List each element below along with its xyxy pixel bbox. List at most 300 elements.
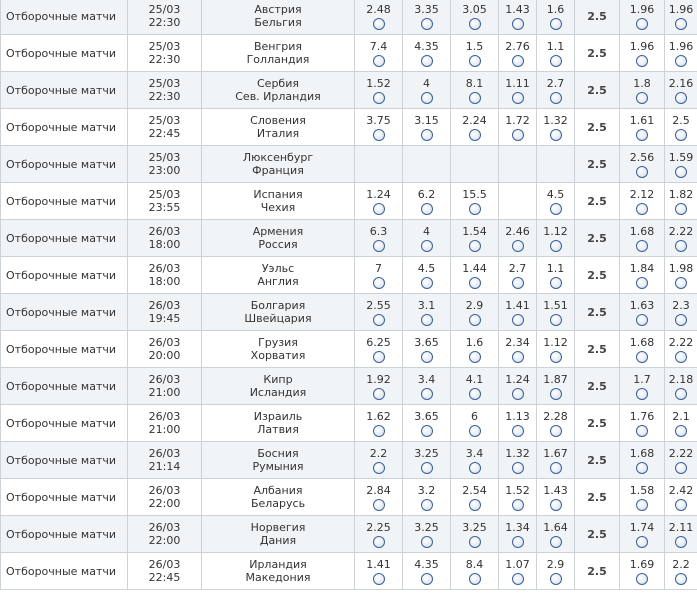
teams-cell xyxy=(202,479,355,516)
teams-cell xyxy=(202,0,355,35)
odd-1x-value: 1.43 xyxy=(505,2,530,16)
home-team: Армения xyxy=(252,225,304,238)
total-under-value: 2.22 xyxy=(668,224,694,238)
bet-radio-icon[interactable] xyxy=(675,499,687,511)
bet-radio-icon[interactable] xyxy=(373,55,385,67)
bet-radio-icon[interactable] xyxy=(636,240,648,252)
bet-radio-icon[interactable] xyxy=(636,351,648,363)
odd-home-value: 1.41 xyxy=(366,557,391,571)
total-over-value: 1.63 xyxy=(629,298,655,312)
odd-draw-value: 3.15 xyxy=(414,113,439,127)
odd-home-cell xyxy=(355,442,403,479)
bet-radio-icon[interactable] xyxy=(550,129,562,141)
home-team: Албания xyxy=(253,484,303,497)
match-time: 22:30 xyxy=(148,16,181,29)
bet-radio-icon[interactable] xyxy=(421,499,433,511)
total-over-value: 1.76 xyxy=(629,409,655,423)
odd-x2-cell xyxy=(537,220,575,257)
odd-draw-cell xyxy=(403,72,451,109)
total-under-cell xyxy=(665,109,697,146)
match-row xyxy=(1,257,697,294)
bet-radio-icon[interactable] xyxy=(636,462,648,474)
total-over-cell xyxy=(620,553,665,590)
match-time: 22:30 xyxy=(148,90,181,103)
total-under-value: 2.42 xyxy=(668,483,694,497)
match-date: 25/03 xyxy=(148,188,181,201)
bet-radio-icon[interactable] xyxy=(636,425,648,437)
bet-radio-icon[interactable] xyxy=(373,203,385,215)
away-team: Чехия xyxy=(260,201,296,214)
datetime-cell xyxy=(128,405,202,442)
away-team: Хорватия xyxy=(250,349,306,362)
total-value: 2.5 xyxy=(587,342,607,356)
teams-cell xyxy=(202,553,355,590)
total-under-cell xyxy=(665,368,697,405)
bet-radio-icon[interactable] xyxy=(512,536,524,548)
total-over-value: 2.56 xyxy=(629,150,655,164)
match-row xyxy=(1,72,697,109)
match-time: 19:45 xyxy=(148,312,181,325)
match-time: 18:00 xyxy=(148,238,181,251)
bet-radio-icon[interactable] xyxy=(421,462,433,474)
bet-radio-icon[interactable] xyxy=(512,55,524,67)
home-team: Норвегия xyxy=(250,521,306,534)
odd-x2-cell xyxy=(537,109,575,146)
bet-radio-icon[interactable] xyxy=(550,425,562,437)
total-over-cell xyxy=(620,109,665,146)
odd-draw-value: 3.2 xyxy=(417,483,436,497)
bet-radio-icon[interactable] xyxy=(421,536,433,548)
odd-draw-cell xyxy=(403,109,451,146)
bet-radio-icon[interactable] xyxy=(512,240,524,252)
odd-away-value: 8.1 xyxy=(465,76,484,90)
bet-radio-icon[interactable] xyxy=(675,55,687,67)
bet-radio-icon[interactable] xyxy=(550,55,562,67)
total-over-value: 1.58 xyxy=(629,483,655,497)
bet-radio-icon[interactable] xyxy=(636,388,648,400)
tournament-cell xyxy=(1,368,128,405)
odd-home-cell xyxy=(355,516,403,553)
bet-radio-icon[interactable] xyxy=(675,240,687,252)
odd-away-value: 2.9 xyxy=(465,298,484,312)
bet-radio-icon[interactable] xyxy=(675,18,687,30)
odd-x2-value: 2.9 xyxy=(546,557,565,571)
odd-draw-cell xyxy=(403,0,451,35)
bet-radio-icon[interactable] xyxy=(373,573,385,585)
odd-away-value: 1.6 xyxy=(465,335,484,349)
odd-draw-cell xyxy=(403,405,451,442)
bet-radio-icon[interactable] xyxy=(512,277,524,289)
bet-radio-icon[interactable] xyxy=(421,18,433,30)
match-time: 18:00 xyxy=(148,275,181,288)
tournament-label: Отборочные матчи xyxy=(6,453,117,467)
odd-x2-cell xyxy=(537,368,575,405)
bet-radio-icon[interactable] xyxy=(421,573,433,585)
bet-radio-icon[interactable] xyxy=(512,92,524,104)
odd-home-cell xyxy=(355,35,403,72)
bet-radio-icon[interactable] xyxy=(373,351,385,363)
odd-away-cell xyxy=(451,442,499,479)
total-cell xyxy=(575,516,620,553)
total-under-cell xyxy=(665,257,697,294)
away-team: Англия xyxy=(257,275,299,288)
odd-1x-value: 2.46 xyxy=(505,224,530,238)
tournament-label: Отборочные матчи xyxy=(6,120,117,134)
odd-home-value: 3.75 xyxy=(366,113,391,127)
tournament-cell xyxy=(1,35,128,72)
odd-x2-value: 1.51 xyxy=(543,298,568,312)
odd-draw-cell xyxy=(403,331,451,368)
odd-away-cell xyxy=(451,146,499,183)
bet-radio-icon[interactable] xyxy=(675,277,687,289)
bet-radio-icon[interactable] xyxy=(675,166,687,178)
match-date: 26/03 xyxy=(148,521,181,534)
bet-radio-icon[interactable] xyxy=(469,573,481,585)
odd-home-cell xyxy=(355,257,403,294)
datetime-cell xyxy=(128,183,202,220)
total-value: 2.5 xyxy=(587,564,607,578)
total-cell xyxy=(575,331,620,368)
odd-home-value: 2.48 xyxy=(366,2,391,16)
total-under-cell xyxy=(665,331,697,368)
away-team: Дания xyxy=(259,534,297,547)
bet-radio-icon[interactable] xyxy=(421,92,433,104)
odd-1x-value: 2.76 xyxy=(505,39,530,53)
tournament-label: Отборочные матчи xyxy=(6,490,117,504)
home-team: Люксенбург xyxy=(242,151,314,164)
tournament-label: Отборочные матчи xyxy=(6,342,117,356)
bet-radio-icon[interactable] xyxy=(373,536,385,548)
bet-radio-icon[interactable] xyxy=(469,55,481,67)
odd-1x-cell xyxy=(499,442,537,479)
bet-radio-icon[interactable] xyxy=(550,499,562,511)
bet-radio-icon[interactable] xyxy=(550,314,562,326)
bet-radio-icon[interactable] xyxy=(512,425,524,437)
away-team: Беларусь xyxy=(250,497,306,510)
bet-radio-icon[interactable] xyxy=(550,462,562,474)
total-value: 2.5 xyxy=(587,527,607,541)
datetime-cell xyxy=(128,35,202,72)
total-over-value: 1.96 xyxy=(629,2,655,16)
total-value: 2.5 xyxy=(587,83,607,97)
match-date: 25/03 xyxy=(148,77,181,90)
bet-radio-icon[interactable] xyxy=(512,351,524,363)
bet-radio-icon[interactable] xyxy=(469,240,481,252)
odd-draw-cell xyxy=(403,146,451,183)
match-date: 26/03 xyxy=(148,336,181,349)
bet-radio-icon[interactable] xyxy=(636,166,648,178)
odd-home-value: 1.92 xyxy=(366,372,391,386)
away-team: Македония xyxy=(245,571,311,584)
bet-radio-icon[interactable] xyxy=(550,351,562,363)
bet-radio-icon[interactable] xyxy=(550,536,562,548)
bet-radio-icon[interactable] xyxy=(469,129,481,141)
bet-radio-icon[interactable] xyxy=(550,573,562,585)
odd-draw-cell xyxy=(403,257,451,294)
bet-radio-icon[interactable] xyxy=(512,314,524,326)
bet-radio-icon[interactable] xyxy=(421,277,433,289)
match-row xyxy=(1,220,697,257)
total-value: 2.5 xyxy=(587,379,607,393)
bet-radio-icon[interactable] xyxy=(469,499,481,511)
teams-cell xyxy=(202,35,355,72)
bet-radio-icon[interactable] xyxy=(512,573,524,585)
bet-radio-icon[interactable] xyxy=(373,240,385,252)
total-under-cell xyxy=(665,405,697,442)
total-over-cell xyxy=(620,146,665,183)
total-value: 2.5 xyxy=(587,268,607,282)
odd-x2-value: 2.7 xyxy=(546,76,565,90)
bet-radio-icon[interactable] xyxy=(675,129,687,141)
bet-radio-icon[interactable] xyxy=(421,129,433,141)
odd-away-value: 3.4 xyxy=(465,446,484,460)
teams-cell xyxy=(202,109,355,146)
tournament-cell xyxy=(1,220,128,257)
total-cell xyxy=(575,368,620,405)
total-under-value: 1.96 xyxy=(668,2,694,16)
bet-radio-icon[interactable] xyxy=(675,351,687,363)
total-over-cell xyxy=(620,368,665,405)
bet-radio-icon[interactable] xyxy=(421,240,433,252)
tournament-cell xyxy=(1,405,128,442)
match-time: 22:30 xyxy=(148,53,181,66)
total-under-cell xyxy=(665,220,697,257)
match-date: 25/03 xyxy=(148,114,181,127)
total-over-cell xyxy=(620,516,665,553)
bet-radio-icon[interactable] xyxy=(373,277,385,289)
odd-home-value: 2.2 xyxy=(369,446,388,460)
match-time: 22:45 xyxy=(148,127,181,140)
odd-1x-value: 1.34 xyxy=(505,520,530,534)
datetime-cell xyxy=(128,331,202,368)
bet-radio-icon[interactable] xyxy=(512,499,524,511)
odd-1x-value: 1.41 xyxy=(505,298,530,312)
odd-away-cell xyxy=(451,183,499,220)
odd-x2-cell xyxy=(537,405,575,442)
tournament-cell xyxy=(1,183,128,220)
datetime-cell xyxy=(128,294,202,331)
datetime-cell xyxy=(128,220,202,257)
total-cell xyxy=(575,109,620,146)
bet-radio-icon[interactable] xyxy=(636,55,648,67)
bet-radio-icon[interactable] xyxy=(550,203,562,215)
datetime-cell xyxy=(128,442,202,479)
total-over-value: 1.69 xyxy=(629,557,655,571)
total-over-value: 1.61 xyxy=(629,113,655,127)
bet-radio-icon[interactable] xyxy=(421,425,433,437)
bet-radio-icon[interactable] xyxy=(421,55,433,67)
bet-radio-icon[interactable] xyxy=(421,351,433,363)
tournament-cell xyxy=(1,146,128,183)
bet-radio-icon[interactable] xyxy=(675,536,687,548)
total-under-value: 2.5 xyxy=(672,113,690,127)
tournament-label: Отборочные матчи xyxy=(6,194,117,208)
odd-x2-value: 1.1 xyxy=(546,261,565,275)
tournament-label: Отборочные матчи xyxy=(6,46,117,60)
match-row xyxy=(1,479,697,516)
bet-radio-icon[interactable] xyxy=(675,92,687,104)
match-row xyxy=(1,331,697,368)
bet-radio-icon[interactable] xyxy=(675,425,687,437)
tournament-label: Отборочные матчи xyxy=(6,268,117,282)
bet-radio-icon[interactable] xyxy=(675,573,687,585)
bet-radio-icon[interactable] xyxy=(675,388,687,400)
match-row xyxy=(1,146,697,183)
odd-home-cell xyxy=(355,479,403,516)
odd-draw-value: 4.35 xyxy=(414,39,439,53)
bet-radio-icon[interactable] xyxy=(373,499,385,511)
bet-radio-icon[interactable] xyxy=(373,18,385,30)
bet-radio-icon[interactable] xyxy=(512,18,524,30)
bet-radio-icon[interactable] xyxy=(373,388,385,400)
bet-radio-icon[interactable] xyxy=(512,462,524,474)
bet-radio-icon[interactable] xyxy=(636,277,648,289)
odd-x2-value: 2.28 xyxy=(543,409,568,423)
bet-radio-icon[interactable] xyxy=(469,462,481,474)
odd-1x-value: 1.11 xyxy=(505,76,530,90)
odd-draw-cell xyxy=(403,553,451,590)
total-under-cell xyxy=(665,0,697,35)
datetime-cell xyxy=(128,553,202,590)
bet-radio-icon[interactable] xyxy=(675,314,687,326)
teams-cell xyxy=(202,368,355,405)
odd-x2-value: 1.1 xyxy=(546,39,565,53)
total-value: 2.5 xyxy=(587,490,607,504)
total-over-cell xyxy=(620,442,665,479)
odd-draw-value: 3.25 xyxy=(414,446,439,460)
total-under-value: 1.96 xyxy=(668,39,694,53)
odd-away-value: 4.1 xyxy=(465,372,484,386)
bet-radio-icon[interactable] xyxy=(675,203,687,215)
tournament-label: Отборочные матчи xyxy=(6,379,117,393)
odd-x2-cell xyxy=(537,183,575,220)
total-over-cell xyxy=(620,183,665,220)
total-under-cell xyxy=(665,553,697,590)
bet-radio-icon[interactable] xyxy=(469,18,481,30)
total-over-cell xyxy=(620,479,665,516)
odd-home-value: 2.25 xyxy=(366,520,391,534)
odd-x2-cell xyxy=(537,0,575,35)
bet-radio-icon[interactable] xyxy=(550,240,562,252)
bet-radio-icon[interactable] xyxy=(550,92,562,104)
total-over-cell xyxy=(620,220,665,257)
odd-x2-value: 1.64 xyxy=(543,520,568,534)
odd-away-value: 1.5 xyxy=(465,39,484,53)
bet-radio-icon[interactable] xyxy=(550,277,562,289)
bet-radio-icon[interactable] xyxy=(636,92,648,104)
bet-radio-icon[interactable] xyxy=(469,203,481,215)
bet-radio-icon[interactable] xyxy=(636,203,648,215)
bet-radio-icon[interactable] xyxy=(636,18,648,30)
odd-away-value: 2.54 xyxy=(462,483,487,497)
bet-radio-icon[interactable] xyxy=(373,92,385,104)
bet-radio-icon[interactable] xyxy=(512,129,524,141)
tournament-label: Отборочные матчи xyxy=(6,157,117,171)
bet-radio-icon[interactable] xyxy=(512,388,524,400)
total-value: 2.5 xyxy=(587,194,607,208)
home-team: Босния xyxy=(257,447,299,460)
bet-radio-icon[interactable] xyxy=(373,314,385,326)
odd-draw-cell xyxy=(403,442,451,479)
away-team: Швейцария xyxy=(244,312,312,325)
bet-radio-icon[interactable] xyxy=(469,92,481,104)
tournament-cell xyxy=(1,331,128,368)
teams-cell xyxy=(202,183,355,220)
home-team: Австрия xyxy=(254,3,302,16)
odd-1x-cell xyxy=(499,331,537,368)
odd-home-value: 2.55 xyxy=(366,298,391,312)
bet-radio-icon[interactable] xyxy=(469,388,481,400)
total-under-value: 1.59 xyxy=(668,150,694,164)
tournament-cell xyxy=(1,442,128,479)
odd-draw-cell xyxy=(403,479,451,516)
match-time: 23:55 xyxy=(148,201,181,214)
match-row xyxy=(1,183,697,220)
bet-radio-icon[interactable] xyxy=(421,203,433,215)
bet-radio-icon[interactable] xyxy=(675,462,687,474)
bet-radio-icon[interactable] xyxy=(421,388,433,400)
bet-radio-icon[interactable] xyxy=(469,314,481,326)
total-value: 2.5 xyxy=(587,157,607,171)
bet-radio-icon[interactable] xyxy=(636,536,648,548)
total-cell xyxy=(575,220,620,257)
bet-radio-icon[interactable] xyxy=(373,462,385,474)
total-under-cell xyxy=(665,516,697,553)
odd-home-value: 6.3 xyxy=(369,224,388,238)
odd-1x-value: 1.52 xyxy=(505,483,530,497)
home-team: Ирландия xyxy=(249,558,307,571)
total-cell xyxy=(575,257,620,294)
tournament-cell xyxy=(1,553,128,590)
bet-radio-icon[interactable] xyxy=(469,536,481,548)
odd-1x-value: 1.32 xyxy=(505,446,530,460)
odd-away-cell xyxy=(451,479,499,516)
bet-radio-icon[interactable] xyxy=(550,18,562,30)
odd-1x-cell xyxy=(499,553,537,590)
odd-1x-value: 1.24 xyxy=(505,372,530,386)
bet-radio-icon[interactable] xyxy=(469,277,481,289)
bet-radio-icon[interactable] xyxy=(373,425,385,437)
match-row xyxy=(1,35,697,72)
bet-radio-icon[interactable] xyxy=(636,573,648,585)
teams-cell xyxy=(202,294,355,331)
bet-radio-icon[interactable] xyxy=(636,314,648,326)
total-value: 2.5 xyxy=(587,416,607,430)
match-row xyxy=(1,442,697,479)
total-value: 2.5 xyxy=(587,46,607,60)
odd-1x-value: 2.34 xyxy=(505,335,530,349)
bet-radio-icon[interactable] xyxy=(550,388,562,400)
odd-away-value: 6 xyxy=(471,409,478,423)
match-row xyxy=(1,516,697,553)
bet-radio-icon[interactable] xyxy=(421,314,433,326)
bet-radio-icon[interactable] xyxy=(469,351,481,363)
teams-cell xyxy=(202,72,355,109)
match-row xyxy=(1,0,697,35)
bet-radio-icon[interactable] xyxy=(636,499,648,511)
odd-x2-cell xyxy=(537,72,575,109)
odd-draw-value: 4 xyxy=(423,224,430,238)
bet-radio-icon[interactable] xyxy=(636,129,648,141)
odd-x2-value: 1.32 xyxy=(543,113,568,127)
bet-radio-icon[interactable] xyxy=(373,129,385,141)
bet-radio-icon[interactable] xyxy=(469,425,481,437)
odd-x2-cell xyxy=(537,331,575,368)
odd-draw-value: 4.35 xyxy=(414,557,439,571)
odd-x2-cell xyxy=(537,35,575,72)
odd-draw-value: 4.5 xyxy=(417,261,436,275)
match-time: 21:14 xyxy=(148,460,181,473)
